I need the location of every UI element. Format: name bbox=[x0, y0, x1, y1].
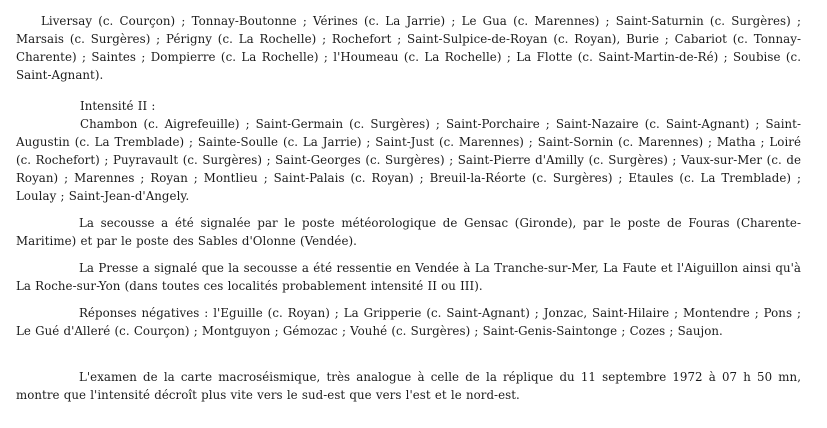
press-reports-paragraph: La Presse a signalé que la secousse a été ressentie en Vendée à La Tranche-sur-Mer, La Faute et l'Aiguillon ainsi qu'à La Roche-sur-Yon (dans toutes ces localités probablement intensité II ou III). bbox=[16, 261, 801, 293]
negative-responses-paragraph: Réponses négatives : l'Eguille (c. Royan) ; La Gripperie (c. Saint-Agnant) ; Jonzac, Saint-Hilaire ; Montendre ; Pons ; Le Gué d'Alleré (c. Courçon) ; Montguyon ; Gémozac ; Vouhé (c. Surgères) ; Saint-Genis-Saintonge ; Cozes ; Saujon. bbox=[16, 306, 801, 338]
weather-stations-paragraph: La secousse a été signalée par le poste météorologique de Gensac (Gironde), par le poste de Fouras (Charente-Maritime) et par le poste des Sables d'Olonne (Vendée). bbox=[16, 216, 801, 248]
intensity-3-localities-paragraph: Liversay (c. Courçon) ; Tonnay-Boutonne ; Vérines (c. La Jarrie) ; Le Gua (c. Marennes) ; Saint-Saturnin (c. Surgères) ; Marsais (c. Surgères) ; Périgny (c. La Rochelle) ; Rochefort ; Saint-Sulpice-de-Royan (c. Royan), Burie ; Cabariot (c. Tonnay-Charente) ; Saintes ; Dompierre (c. La Rochelle) ; l'Houmeau (c. La Rochelle) ; La Flotte (c. Saint-Martin-de-Ré) ; Soubise (c. Saint-Agnant). bbox=[16, 14, 801, 82]
macroseismic-map-paragraph: L'examen de la carte macroséismique, très analogue à celle de la réplique du 11 septembre 1972 à 07 h 50 mn, montre que l'intensité décroît plus vite vers le sud-est que vers l'est et le nord-est. bbox=[16, 370, 801, 402]
intensity-2-heading: Intensité II : bbox=[80, 99, 156, 113]
intensity-2-localities-paragraph: Chambon (c. Aigrefeuille) ; Saint-Germain (c. Surgères) ; Saint-Porchaire ; Saint-Nazaire (c. Saint-Agnant) ; Saint-Augustin (c. La Tremblade) ; Sainte-Soulle (c. La Jarrie) ; Saint-Just (c. Marennes) ; Saint-Sornin (c. Marennes) ; Matha ; Loiré (c. Rochefort) ; Puyravault (c. Surgères) ; Saint-Georges (c. Surgères) ; Saint-Pierre d'Amilly (c. Surgères) ; Vaux-sur-Mer (c. de Royan) ; Marennes ; Royan ; Montlieu ; Saint-Palais (c. Royan) ; Breuil-la-Réorte (c. Surgères) ; Etaules (c. La Tremblade) ; Loulay ; Saint-Jean-d'Angely. bbox=[16, 117, 801, 203]
